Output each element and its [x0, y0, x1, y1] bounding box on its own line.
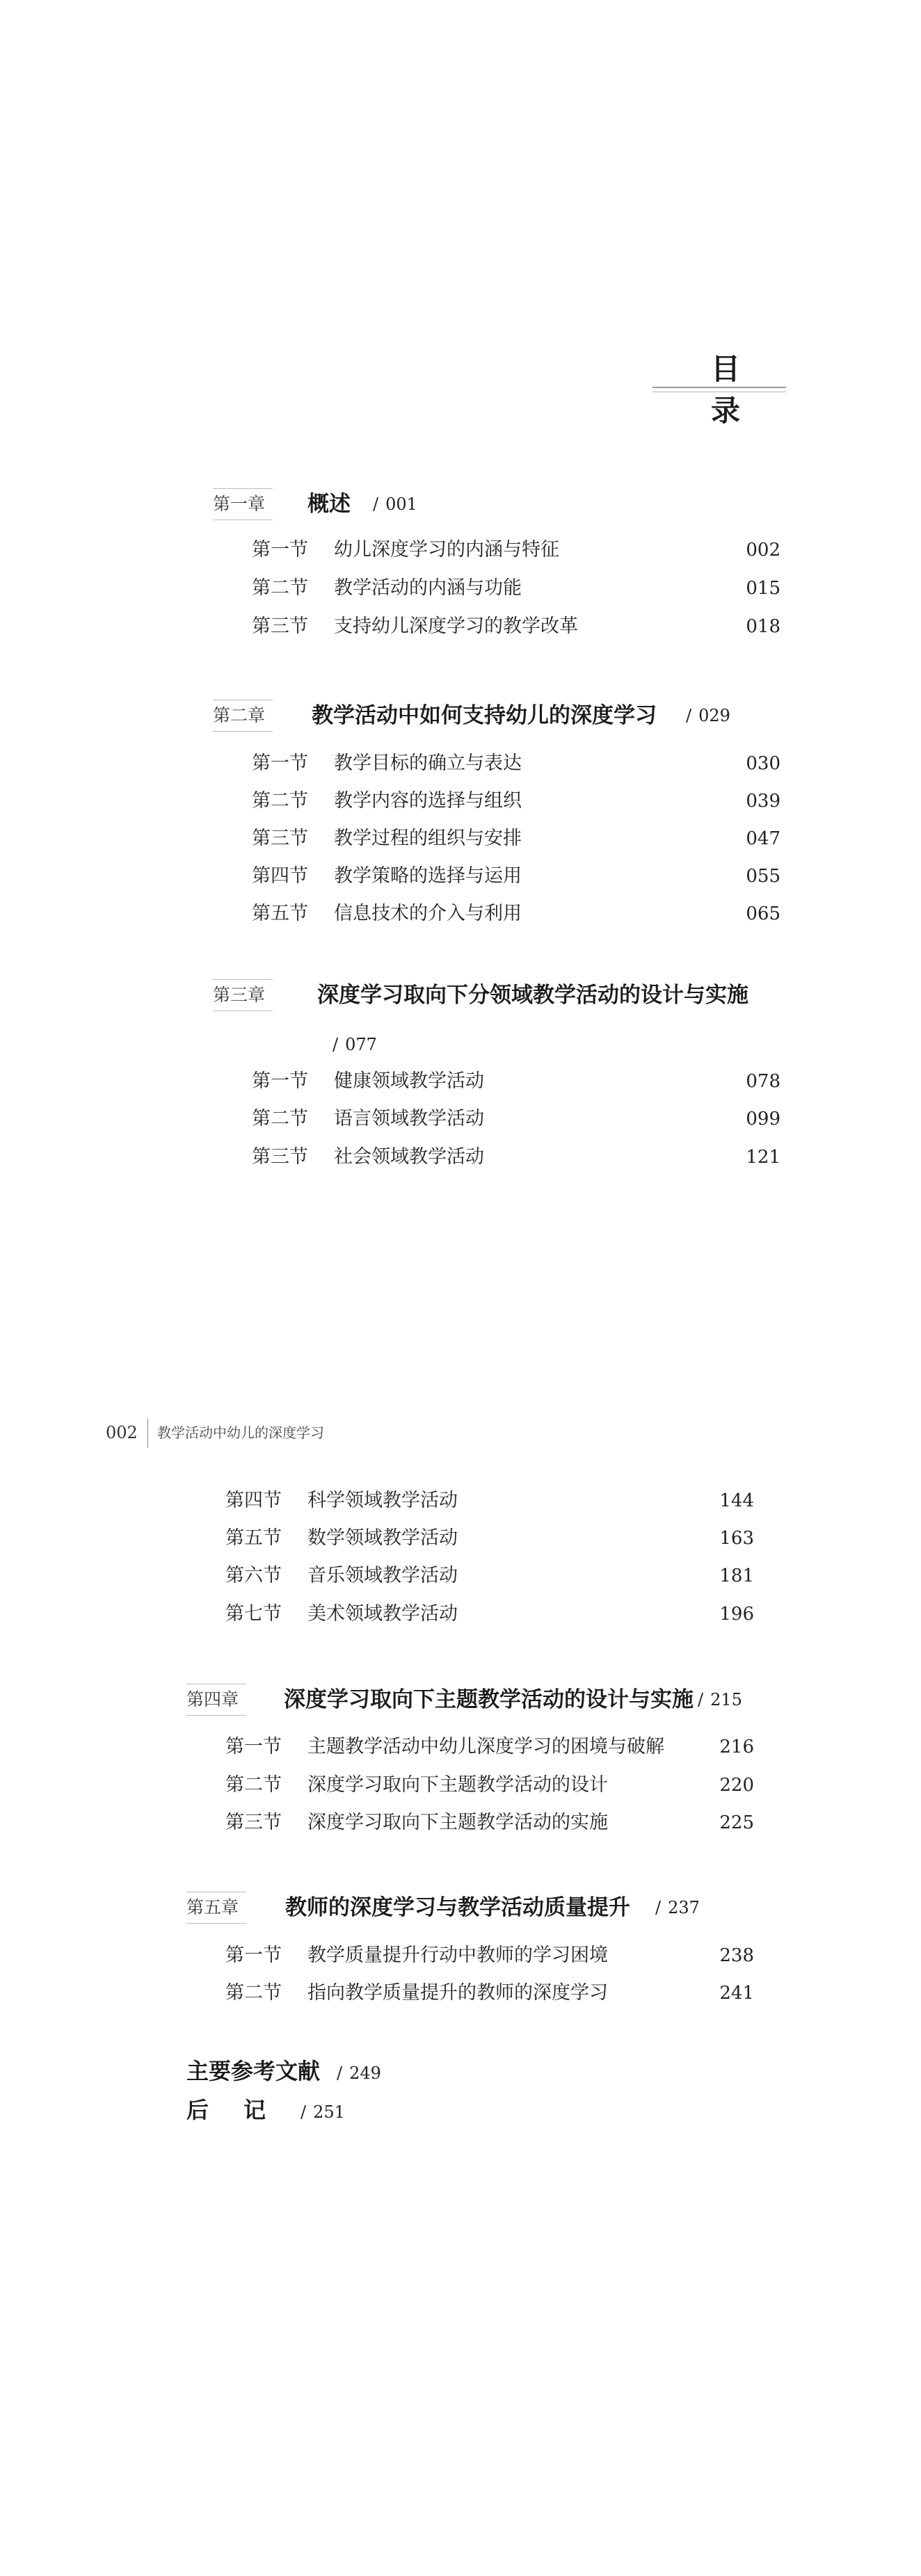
chapter-label: 第一章 — [213, 487, 275, 522]
section-row[interactable] — [225, 1809, 754, 1837]
section-title: 健康领域教学活动 — [334, 1070, 484, 1092]
backmatter-title: 后记 — [186, 2097, 301, 2123]
section-title: 教学过程的组织与安排 — [334, 828, 522, 849]
section-page: 015 — [746, 578, 780, 599]
section-page: 002 — [746, 540, 780, 561]
section-page: 238 — [719, 1945, 754, 1966]
backmatter-page: / 251 — [301, 2102, 345, 2122]
section-label: 第二节 — [225, 1774, 282, 1796]
chapter-heading-1[interactable] — [213, 487, 790, 522]
section-title: 支持幼儿深度学习的教学改革 — [334, 615, 578, 637]
section-title: 社会领域教学活动 — [334, 1146, 484, 1168]
chapter-title: 深度学习取向下主题教学活动的设计与实施 — [284, 1687, 694, 1712]
section-row[interactable] — [252, 613, 780, 641]
section-page: 241 — [719, 1983, 754, 2004]
section-label: 第二节 — [252, 1108, 308, 1129]
chapter-title: 深度学习取向下分领域教学活动的设计与实施 — [317, 983, 748, 1008]
chapter-heading-5[interactable] — [186, 1890, 764, 1925]
section-row[interactable] — [252, 750, 780, 778]
chapter-heading-2[interactable] — [213, 698, 790, 733]
section-title: 科学领域教学活动 — [307, 1490, 458, 1511]
section-page: 225 — [719, 1812, 754, 1833]
section-title: 幼儿深度学习的内涵与特征 — [334, 539, 559, 561]
backmatter-afterword[interactable] — [186, 2093, 345, 2127]
section-title: 教学策略的选择与运用 — [334, 865, 522, 887]
section-page: 018 — [746, 616, 780, 637]
section-title: 音乐领域教学活动 — [307, 1565, 458, 1586]
section-label: 第六节 — [225, 1565, 282, 1586]
chapter-title: 教学活动中如何支持幼儿的深度学习 — [312, 703, 657, 728]
section-label: 第二节 — [252, 790, 308, 812]
section-label: 第三节 — [252, 1146, 308, 1168]
section-page: 030 — [746, 753, 780, 774]
section-page: 216 — [719, 1737, 754, 1757]
chapter-page: / 237 — [655, 1898, 700, 1917]
section-title: 语言领域教学活动 — [334, 1108, 484, 1129]
section-label: 第一节 — [252, 752, 308, 774]
chapter-title: 教师的深度学习与教学活动质量提升 — [285, 1895, 630, 1920]
section-row[interactable] — [252, 536, 780, 564]
section-label: 第二节 — [252, 577, 308, 599]
running-header-page-number: 002 — [106, 1423, 138, 1442]
chapter-page: / 215 — [698, 1690, 742, 1709]
title-underline — [652, 387, 786, 388]
section-label: 第三节 — [252, 615, 308, 637]
section-label: 第一节 — [252, 1070, 308, 1092]
section-page: 220 — [719, 1775, 754, 1796]
section-label: 第七节 — [225, 1603, 282, 1625]
section-label: 第四节 — [225, 1490, 282, 1511]
section-row[interactable] — [225, 1979, 754, 2007]
section-row[interactable] — [225, 1942, 754, 1970]
section-row[interactable] — [225, 1600, 754, 1628]
section-label: 第一节 — [225, 1945, 282, 1966]
running-header-book-title: 教学活动中幼儿的深度学习 — [157, 1424, 324, 1441]
section-row[interactable] — [225, 1733, 754, 1761]
section-row[interactable] — [252, 574, 780, 602]
section-label: 第一节 — [252, 539, 308, 561]
section-label: 第三节 — [225, 1812, 282, 1833]
section-title: 深度学习取向下主题教学活动的设计 — [307, 1774, 608, 1796]
section-title: 教学质量提升行动中教师的学习困境 — [307, 1945, 608, 1966]
section-page: 039 — [746, 791, 780, 812]
chapter-title: 概述 — [307, 492, 351, 517]
section-row[interactable] — [252, 862, 780, 890]
section-page: 163 — [719, 1528, 754, 1549]
chapter-label: 第五章 — [186, 1890, 249, 1925]
section-title: 教学目标的确立与表达 — [334, 752, 522, 774]
backmatter-title: 主要参考文献 — [186, 2058, 321, 2084]
section-row[interactable] — [252, 825, 780, 853]
section-title: 主题教学活动中幼儿深度学习的困境与破解 — [307, 1736, 664, 1757]
chapter-label: 第四章 — [186, 1682, 249, 1717]
chapter-heading-3[interactable] — [213, 978, 790, 1013]
chapter-heading-4[interactable] — [186, 1682, 764, 1717]
section-row[interactable] — [225, 1771, 754, 1799]
chapter-page: / 001 — [373, 494, 417, 514]
section-page: 144 — [719, 1490, 754, 1511]
section-title: 指向教学质量提升的教师的深度学习 — [307, 1982, 608, 2004]
section-page: 065 — [746, 903, 780, 924]
section-row[interactable] — [252, 1105, 780, 1133]
section-label: 第三节 — [252, 828, 308, 849]
section-page: 099 — [746, 1109, 780, 1129]
section-title: 信息技术的介入与利用 — [334, 903, 522, 924]
section-label: 第二节 — [225, 1982, 282, 2004]
toc-title: 目 录 — [710, 352, 817, 428]
backmatter-references[interactable] — [186, 2054, 381, 2088]
section-row[interactable] — [225, 1524, 754, 1552]
section-row[interactable] — [252, 1068, 780, 1095]
section-page: 055 — [746, 866, 780, 887]
section-label: 第四节 — [252, 865, 308, 887]
chapter-page: / 077 — [333, 1035, 377, 1054]
backmatter-page: / 249 — [337, 2063, 381, 2083]
chapter-label: 第二章 — [213, 698, 275, 733]
section-row[interactable] — [252, 1143, 780, 1171]
section-title: 深度学习取向下主题教学活动的实施 — [307, 1812, 608, 1833]
section-label: 第一节 — [225, 1736, 282, 1757]
section-page: 047 — [746, 828, 780, 849]
section-title: 数学领域教学活动 — [307, 1527, 458, 1549]
section-label: 第五节 — [252, 903, 308, 924]
section-title: 美术领域教学活动 — [307, 1603, 458, 1625]
section-title: 教学活动的内涵与功能 — [334, 577, 522, 599]
chapter-label: 第三章 — [213, 978, 275, 1013]
section-row[interactable] — [225, 1487, 754, 1515]
chapter-page: / 029 — [686, 706, 730, 725]
section-row[interactable] — [252, 900, 780, 928]
toc-page-2 — [0, 1288, 921, 2576]
section-page: 181 — [719, 1565, 754, 1586]
section-page: 196 — [719, 1604, 754, 1625]
section-row[interactable] — [252, 787, 780, 815]
section-label: 第五节 — [225, 1527, 282, 1549]
section-title: 教学内容的选择与组织 — [334, 790, 522, 812]
section-row[interactable] — [225, 1562, 754, 1590]
section-page: 078 — [746, 1071, 780, 1092]
section-page: 121 — [746, 1147, 780, 1168]
running-header-divider — [147, 1419, 148, 1448]
